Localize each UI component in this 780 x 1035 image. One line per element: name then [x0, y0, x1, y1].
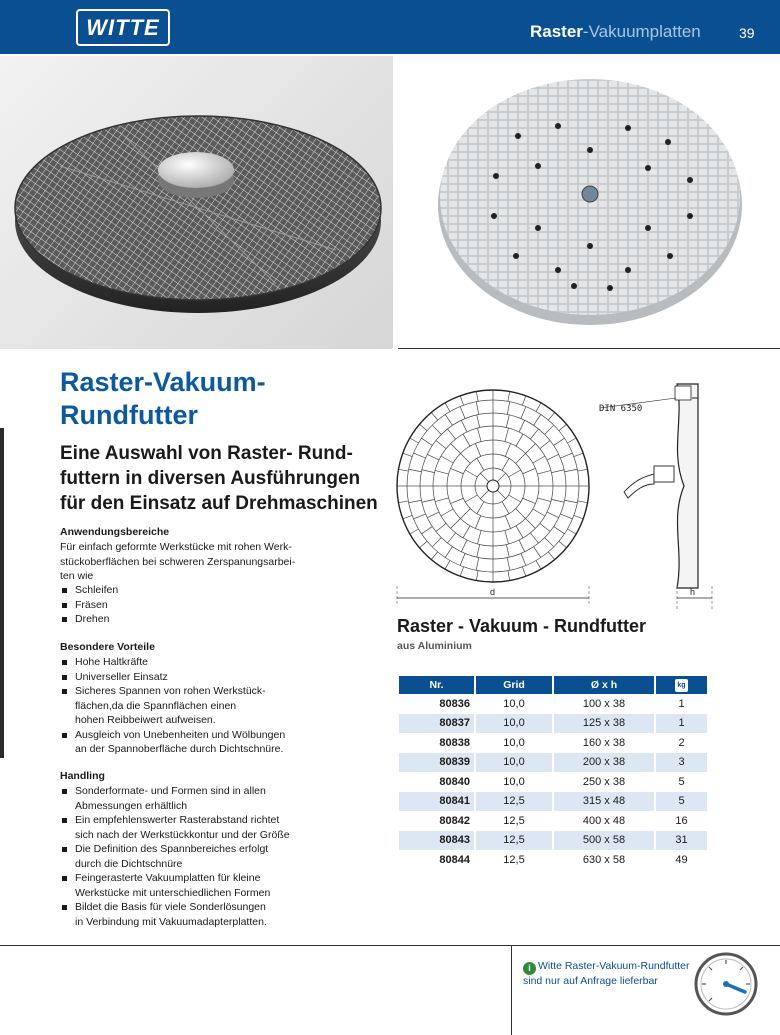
cell-dims: 200 x 38 — [554, 753, 654, 773]
footer-divider — [0, 945, 780, 946]
cell-nr: 80843 — [399, 831, 474, 851]
cell-nr: 80841 — [399, 792, 474, 812]
cell-nr: 80838 — [439, 736, 470, 749]
cell-weight: 16 — [675, 814, 688, 827]
cell-nr: 80836 — [439, 697, 470, 710]
cell-dims: 400 x 48 — [582, 814, 626, 827]
din-fitting — [675, 386, 691, 400]
cell-grid: 10,0 — [476, 714, 552, 734]
cell-weight: 1 — [656, 714, 707, 734]
list-item: Universeller Einsatz — [60, 670, 350, 685]
page-subtitle: Eine Auswahl von Raster- Rund-futtern in diversen Ausführungen für den Einsatz auf Drehmaschinen — [60, 443, 378, 514]
cell-grid: 12,5 — [503, 814, 525, 827]
table-row — [399, 792, 707, 812]
hose-connector — [654, 466, 674, 482]
vorteile-list — [60, 655, 350, 757]
cell-dims: 250 x 38 — [582, 775, 626, 788]
cell-grid: 10,0 — [503, 736, 525, 749]
plate-photo-image — [398, 56, 780, 349]
plate-side-view — [677, 384, 698, 588]
cell-weight: 5 — [656, 792, 707, 812]
page-number: 39 — [739, 25, 755, 41]
cell-nr: 80842 — [439, 814, 470, 827]
product-photo-aluminium-plate — [398, 56, 780, 349]
list-item: Die Definition des Spannbereiches erfolgt durch die Dichtschnüre — [60, 842, 350, 871]
anwendung-list — [60, 583, 350, 627]
list-item: Ein empfehlenswerter Rasterabstand richtet sich nach der Werkstückkontur und der Größe — [60, 813, 350, 842]
cell-grid: 10,0 — [476, 753, 552, 773]
cell-dims: 315 x 48 — [554, 792, 654, 812]
table-row — [399, 850, 707, 870]
section-heading-vorteile: Besondere Vorteile — [60, 641, 155, 653]
section-heading-handling: Handling — [60, 770, 105, 782]
pressure-gauge-icon — [693, 951, 759, 1017]
col-header-weight — [656, 676, 707, 694]
header-title: Raster-Vakuumplatten — [530, 22, 701, 41]
drawing-svg — [392, 380, 722, 612]
table-header-row — [399, 676, 707, 694]
table-title: Raster - Vakuum - Rundfutter — [397, 616, 647, 636]
dimension-h-label: h — [690, 587, 696, 597]
list-item: Sicheres Spannen von rohen Werkstück- flächen,da die Spannflächen einen hohen Reibbeiwert aufweisen. — [60, 684, 350, 728]
list-item: Fräsen — [60, 598, 350, 613]
table-row — [399, 753, 707, 773]
din-label: DIN 6350 — [599, 404, 643, 414]
cell-nr: 80839 — [399, 753, 474, 773]
cell-dims: 125 x 38 — [554, 714, 654, 734]
page-header — [0, 0, 780, 54]
table-row — [399, 811, 707, 831]
cell-dims: 500 x 58 — [554, 831, 654, 851]
col-header-grid: Grid — [476, 676, 552, 694]
photo-divider — [398, 348, 780, 349]
list-item: Bildet die Basis für viele Sonderlösungen in Verbindung mit Vakuumadapterplatten. — [60, 900, 350, 929]
weight-icon: kg — [675, 679, 688, 692]
vacuum-hose — [624, 474, 654, 498]
cell-weight: 5 — [678, 775, 685, 788]
cell-grid: 10,0 — [503, 697, 525, 710]
table-row — [399, 772, 707, 792]
center-bore — [487, 480, 499, 492]
col-header-dims: Ø x h — [554, 676, 654, 694]
info-icon: i — [523, 962, 536, 975]
cell-weight: 49 — [675, 853, 688, 866]
page-title: Raster-Vakuum- Rundfutter — [60, 367, 266, 430]
dimension-d-label: d — [490, 587, 496, 597]
cell-weight: 3 — [656, 753, 707, 773]
anwendung-text: Für einfach geformte Werkstücke mit rohen Werk- stückoberflächen bei schweren Zerspanungsarbei- ten wie — [60, 541, 296, 582]
cell-nr: 80837 — [399, 714, 474, 734]
list-item: Ausgleich von Unebenheiten und Wölbungen an der Spannoberfläche durch Dichtschnüre. — [60, 728, 350, 757]
table-row — [399, 733, 707, 753]
witte-logo: WITTE — [76, 9, 170, 46]
list-item: Drehen — [60, 612, 350, 627]
cell-weight: 31 — [656, 831, 707, 851]
chuck-photo-image — [0, 56, 393, 349]
product-table — [397, 676, 709, 870]
product-photo-grid-chuck — [0, 56, 393, 349]
cell-weight: 2 — [678, 736, 685, 749]
cell-nr: 80844 — [439, 853, 470, 866]
table-row — [399, 694, 707, 714]
technical-drawing — [392, 380, 722, 612]
cell-grid: 10,0 — [503, 775, 525, 788]
section-heading-anwendung: Anwendungsbereiche — [60, 526, 170, 538]
cell-grid: 12,5 — [503, 853, 525, 866]
cell-dims: 160 x 38 — [582, 736, 626, 749]
cell-grid: 12,5 — [476, 792, 552, 812]
footer-info-note: i Witte Raster-Vakuum-Rundfutter sind nur auf Anfrage lieferbar — [523, 960, 690, 987]
handling-list — [60, 784, 350, 929]
list-item: Sonderformate- und Formen sind in allen Abmessungen erhältlich — [60, 784, 350, 813]
footer-vertical-divider — [511, 945, 512, 1035]
cell-dims: 630 x 58 — [582, 853, 626, 866]
list-item: Hohe Haltkräfte — [60, 655, 350, 670]
list-item: Feingerasterte Vakuumplatten für kleine Werkstücke mit unterschiedlichen Formen — [60, 871, 350, 900]
cell-weight: 1 — [678, 697, 685, 710]
cell-nr: 80840 — [439, 775, 470, 788]
cell-dims: 100 x 38 — [582, 697, 626, 710]
table-row — [399, 714, 707, 734]
table-subtitle: aus Aluminium — [397, 640, 472, 652]
table-row — [399, 831, 707, 851]
cell-grid: 12,5 — [476, 831, 552, 851]
col-header-nr: Nr. — [399, 676, 474, 694]
page-edge-photo-strip — [0, 428, 4, 758]
list-item: Schleifen — [60, 583, 350, 598]
